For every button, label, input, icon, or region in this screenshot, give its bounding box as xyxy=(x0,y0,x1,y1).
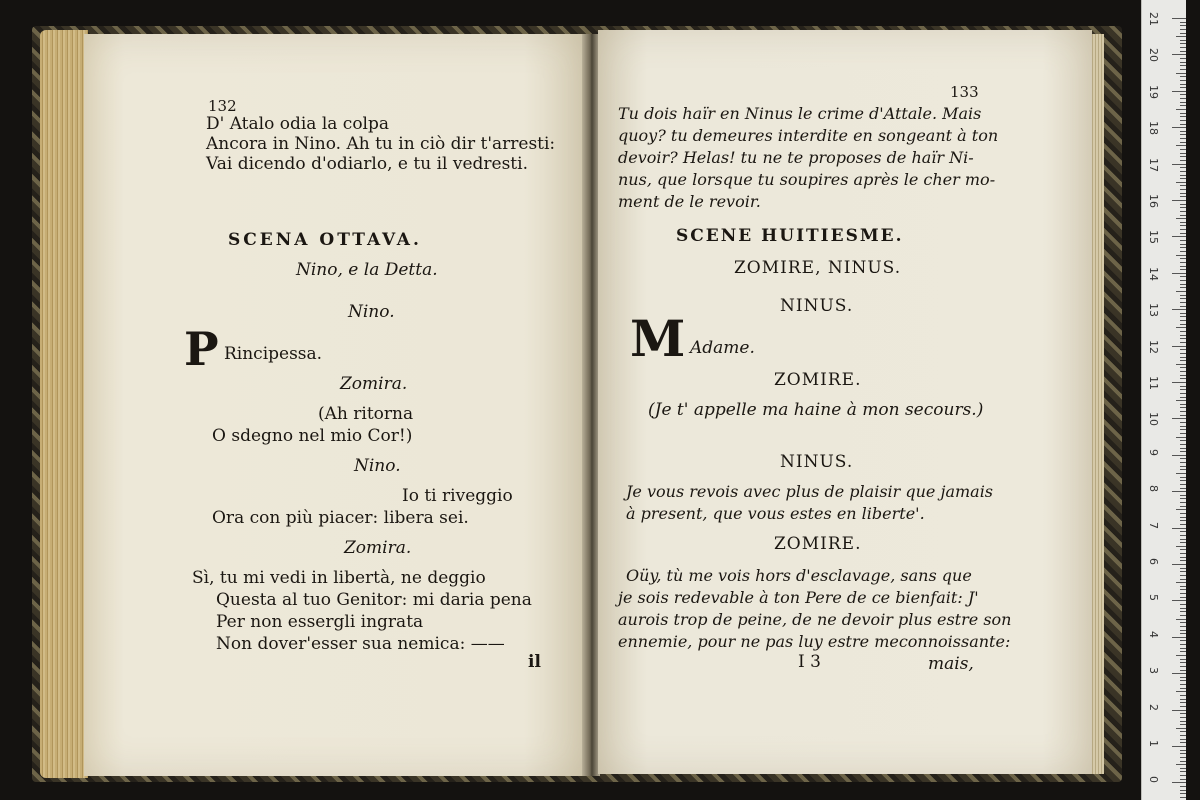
ruler-tick xyxy=(1172,600,1186,601)
ruler-number: 2 xyxy=(1147,703,1160,711)
ruler-tick xyxy=(1176,400,1186,401)
ruler-tick xyxy=(1172,637,1186,638)
ruler-tick xyxy=(1180,626,1186,627)
text-line: D' Atalo odia la colpa xyxy=(206,114,390,134)
scene-characters: Nino, e la Detta. xyxy=(296,260,438,280)
ruler-tick xyxy=(1180,731,1186,732)
ruler-tick xyxy=(1180,444,1186,445)
ruler-tick xyxy=(1180,149,1186,150)
ruler-tick xyxy=(1176,691,1186,692)
ruler-tick xyxy=(1176,218,1186,219)
ruler-tick xyxy=(1176,655,1186,656)
ruler-tick xyxy=(1180,153,1186,154)
ruler-tick xyxy=(1180,134,1186,135)
ruler-tick xyxy=(1176,182,1186,183)
ruler-tick xyxy=(1180,648,1186,649)
ruler-tick xyxy=(1172,309,1186,310)
ruler-tick xyxy=(1180,298,1186,299)
ruler-tick xyxy=(1180,513,1186,514)
ruler-tick xyxy=(1180,189,1186,190)
ruler-tick xyxy=(1180,276,1186,277)
speech-line: Io ti riveggio xyxy=(402,486,513,506)
text-line: devoir? Helas! tu ne te proposes de haïr Ni- xyxy=(618,148,974,167)
speech-line: O sdegno nel mio Cor!) xyxy=(212,426,413,446)
ruler-tick xyxy=(1180,47,1186,48)
ruler-tick xyxy=(1180,389,1186,390)
ruler-number: 13 xyxy=(1147,303,1160,318)
ruler-tick xyxy=(1180,407,1186,408)
speech-line: Sì, tu mi vedi in libertà, ne deggio xyxy=(192,568,486,588)
scene-characters: ZOMIRE, NINUS. xyxy=(734,258,902,278)
ruler-tick xyxy=(1180,320,1186,321)
speaker-name: ZOMIRE. xyxy=(774,370,862,390)
ruler-tick xyxy=(1180,604,1186,605)
ruler-tick xyxy=(1180,422,1186,423)
ruler-tick xyxy=(1180,371,1186,372)
ruler-tick xyxy=(1172,200,1186,201)
text-line: Tu dois haïr en Ninus le crime d'Attale. Mais xyxy=(618,104,982,123)
ruler-tick xyxy=(1176,255,1186,256)
ruler-number: 14 xyxy=(1147,266,1160,281)
ruler-tick xyxy=(1180,324,1186,325)
ruler-tick xyxy=(1180,386,1186,387)
ruler-tick xyxy=(1180,313,1186,314)
ruler-tick xyxy=(1180,22,1186,23)
ruler-tick xyxy=(1180,779,1186,780)
ruler-tick xyxy=(1172,164,1186,165)
ruler-tick xyxy=(1180,76,1186,77)
ruler-tick xyxy=(1180,426,1186,427)
ruler-tick xyxy=(1172,491,1186,492)
speech-line: je sois redevable à ton Pere de ce bienfait: J' xyxy=(618,588,979,607)
text-line: quoy? tu demeures interdite en songeant à ton xyxy=(618,126,999,145)
ruler-number: 5 xyxy=(1147,594,1160,602)
speech-line: à present, que vous estes en liberte'. xyxy=(626,504,925,523)
ruler-tick xyxy=(1180,466,1186,467)
ruler-number: 12 xyxy=(1147,339,1160,354)
ruler-tick xyxy=(1180,608,1186,609)
ruler-tick xyxy=(1176,73,1186,74)
ruler-tick xyxy=(1180,357,1186,358)
page-number: 132 xyxy=(208,97,237,115)
ruler-tick xyxy=(1172,236,1186,237)
ruler-tick xyxy=(1180,579,1186,580)
ruler-tick xyxy=(1180,771,1186,772)
speaker-name: ZOMIRE. xyxy=(774,534,862,554)
speaker-name: Nino. xyxy=(348,302,395,322)
ruler-tick xyxy=(1180,178,1186,179)
right-page-edges xyxy=(1090,34,1104,774)
ruler-number: 6 xyxy=(1147,558,1160,565)
ruler-tick xyxy=(1180,171,1186,172)
ruler-tick xyxy=(1180,739,1186,740)
ruler-tick xyxy=(1180,571,1186,572)
ruler-tick xyxy=(1172,18,1186,19)
ruler-tick xyxy=(1180,102,1186,103)
signature-mark: I 3 xyxy=(798,652,821,672)
ruler-tick xyxy=(1180,43,1186,44)
ruler-tick xyxy=(1180,258,1186,259)
speech-line: Questa al tuo Genitor: mi daria pena xyxy=(216,590,532,610)
ruler-tick xyxy=(1180,375,1186,376)
speech-line: (Je t' appelle ma haine à mon secours.) xyxy=(648,400,984,420)
ruler-tick xyxy=(1180,87,1186,88)
ruler-tick xyxy=(1180,484,1186,485)
ruler-tick xyxy=(1180,640,1186,641)
ruler-tick xyxy=(1180,680,1186,681)
ruler-tick xyxy=(1180,480,1186,481)
speech-line: ennemie, pour ne pas luy estre meconnoissante: xyxy=(618,632,1011,651)
speaker-name: NINUS. xyxy=(780,452,854,472)
ruler-tick xyxy=(1180,65,1186,66)
ruler-tick xyxy=(1180,335,1186,336)
ruler-tick xyxy=(1180,94,1186,95)
ruler-tick xyxy=(1180,349,1186,350)
ruler-tick xyxy=(1176,327,1186,328)
ruler-tick xyxy=(1180,247,1186,248)
ruler-tick xyxy=(1180,695,1186,696)
ruler-tick xyxy=(1180,124,1186,125)
ruler-tick xyxy=(1180,535,1186,536)
ruler-tick xyxy=(1180,477,1186,478)
ruler-tick xyxy=(1180,25,1186,26)
ruler-tick xyxy=(1176,764,1186,765)
ruler-tick xyxy=(1172,127,1186,128)
ruler-tick xyxy=(1176,619,1186,620)
ruler-tick xyxy=(1180,69,1186,70)
speech-line: (Ah ritorna xyxy=(318,404,414,424)
ruler-tick xyxy=(1180,196,1186,197)
ruler-tick xyxy=(1172,673,1186,674)
ruler-tick xyxy=(1180,531,1186,532)
left-page xyxy=(84,34,584,776)
ruler-tick xyxy=(1180,120,1186,121)
ruler-tick xyxy=(1176,109,1186,110)
ruler-tick xyxy=(1180,753,1186,754)
ruler-tick xyxy=(1172,418,1186,419)
page-number: 133 xyxy=(950,83,979,101)
ruler-tick xyxy=(1180,222,1186,223)
ruler-tick xyxy=(1180,793,1186,794)
ruler-tick xyxy=(1172,710,1186,711)
ruler-tick xyxy=(1180,284,1186,285)
ruler-tick xyxy=(1180,193,1186,194)
ruler-tick xyxy=(1180,560,1186,561)
ruler-tick xyxy=(1180,84,1186,85)
speech-line: Je vous revois avec plus de plaisir que jamais xyxy=(626,482,994,501)
ruler-tick xyxy=(1180,706,1186,707)
ruler-tick xyxy=(1176,364,1186,365)
ruler-number: 17 xyxy=(1147,157,1160,172)
ruler-tick xyxy=(1180,204,1186,205)
ruler-tick xyxy=(1172,455,1186,456)
drop-capital: M xyxy=(630,309,686,368)
ruler-tick xyxy=(1180,586,1186,587)
ruler-tick xyxy=(1180,113,1186,114)
ruler-tick xyxy=(1180,262,1186,263)
ruler-tick xyxy=(1180,502,1186,503)
ruler-tick xyxy=(1180,761,1186,762)
ruler-tick xyxy=(1180,33,1186,34)
ruler-tick xyxy=(1180,269,1186,270)
ruler-tick xyxy=(1180,611,1186,612)
ruler-tick xyxy=(1180,717,1186,718)
ruler-tick xyxy=(1180,615,1186,616)
ruler-tick xyxy=(1180,80,1186,81)
ruler-tick xyxy=(1180,105,1186,106)
ruler-tick xyxy=(1172,746,1186,747)
ruler-tick xyxy=(1180,506,1186,507)
speaker-name: Zomira. xyxy=(344,538,412,558)
speech-line: Ora con più piacer: libera sei. xyxy=(212,508,469,528)
ruler-tick xyxy=(1180,517,1186,518)
ruler-number: 1 xyxy=(1147,740,1160,747)
ruler-tick xyxy=(1180,542,1186,543)
ruler-tick xyxy=(1176,582,1186,583)
ruler-tick xyxy=(1180,156,1186,157)
ruler-tick xyxy=(1180,29,1186,30)
speech-line: Adame. xyxy=(690,338,755,358)
ruler-number: 16 xyxy=(1147,194,1160,208)
ruler-tick xyxy=(1180,520,1186,521)
ruler-tick xyxy=(1180,633,1186,634)
speech-line: Oüy, tù me vois hors d'esclavage, sans que xyxy=(626,566,972,585)
ruler-number: 4 xyxy=(1147,630,1160,638)
ruler-tick xyxy=(1180,622,1186,623)
ruler-tick xyxy=(1180,662,1186,663)
ruler-tick xyxy=(1180,302,1186,303)
ruler-tick xyxy=(1172,54,1186,55)
ruler-tick xyxy=(1180,342,1186,343)
ruler-tick xyxy=(1180,167,1186,168)
ruler-tick xyxy=(1180,742,1186,743)
ruler-tick xyxy=(1172,273,1186,274)
ruler-tick xyxy=(1180,58,1186,59)
ruler-tick xyxy=(1180,404,1186,405)
ruler-tick xyxy=(1180,229,1186,230)
ruler-tick xyxy=(1180,185,1186,186)
ruler-tick xyxy=(1180,630,1186,631)
speaker-name: Zomira. xyxy=(340,374,408,394)
text-line: nus, que lorsque tu soupires après le cher mo- xyxy=(618,170,996,189)
ruler-number: 15 xyxy=(1147,230,1160,245)
ruler-tick xyxy=(1180,498,1186,499)
ruler-tick xyxy=(1180,553,1186,554)
ruler-tick xyxy=(1180,244,1186,245)
ruler-tick xyxy=(1180,211,1186,212)
ruler-tick xyxy=(1180,448,1186,449)
ruler-tick xyxy=(1180,451,1186,452)
ruler-tick xyxy=(1176,291,1186,292)
speech-line: Rincipessa. xyxy=(224,344,323,364)
ruler-tick xyxy=(1180,750,1186,751)
ruler-number: 10 xyxy=(1147,412,1160,427)
ruler-tick xyxy=(1180,287,1186,288)
ruler-tick xyxy=(1180,702,1186,703)
ruler-tick xyxy=(1180,575,1186,576)
ruler-tick xyxy=(1180,549,1186,550)
ruler-tick xyxy=(1180,458,1186,459)
ruler-number: 20 xyxy=(1147,48,1160,63)
ruler-tick xyxy=(1180,670,1186,671)
ruler-tick xyxy=(1180,175,1186,176)
ruler-number: 9 xyxy=(1147,448,1160,456)
ruler-tick xyxy=(1180,440,1186,441)
ruler-tick xyxy=(1172,564,1186,565)
ruler-tick xyxy=(1172,382,1186,383)
text-line: Vai dicendo d'odiarlo, e tu il vedresti. xyxy=(206,154,528,174)
ruler-tick xyxy=(1180,488,1186,489)
ruler-tick xyxy=(1180,62,1186,63)
scene-title: SCENA OTTAVA. xyxy=(228,230,422,250)
ruler-tick xyxy=(1180,338,1186,339)
ruler-tick xyxy=(1172,528,1186,529)
drop-capital: P xyxy=(184,322,219,376)
ruler-tick xyxy=(1180,331,1186,332)
ruler-tick xyxy=(1180,659,1186,660)
ruler-tick xyxy=(1180,393,1186,394)
ruler-tick xyxy=(1180,735,1186,736)
ruler-tick xyxy=(1180,142,1186,143)
ruler-tick xyxy=(1180,797,1186,798)
ruler-tick xyxy=(1180,295,1186,296)
speaker-name: NINUS. xyxy=(780,296,854,316)
ruler-tick xyxy=(1180,699,1186,700)
ruler-tick xyxy=(1180,378,1186,379)
ruler-tick xyxy=(1180,415,1186,416)
ruler-number: 0 xyxy=(1147,776,1160,784)
ruler-tick xyxy=(1180,138,1186,139)
ruler-tick xyxy=(1180,207,1186,208)
left-page-edges xyxy=(40,30,88,778)
ruler-number: 11 xyxy=(1147,376,1160,390)
ruler-tick xyxy=(1180,589,1186,590)
ruler-tick xyxy=(1180,397,1186,398)
speaker-name: Nino. xyxy=(354,456,401,476)
ruler-tick xyxy=(1180,539,1186,540)
ruler-tick xyxy=(1180,353,1186,354)
ruler-tick xyxy=(1180,724,1186,725)
ruler-number: 7 xyxy=(1147,521,1160,529)
ruler-tick xyxy=(1180,429,1186,430)
ruler-tick xyxy=(1180,51,1186,52)
ruler-tick xyxy=(1180,593,1186,594)
ruler-tick xyxy=(1180,568,1186,569)
ruler-tick xyxy=(1180,713,1186,714)
ruler-tick xyxy=(1180,266,1186,267)
ruler-tick xyxy=(1180,160,1186,161)
ruler-tick xyxy=(1176,509,1186,510)
ruler-tick xyxy=(1176,473,1186,474)
ruler-tick xyxy=(1180,367,1186,368)
ruler-tick xyxy=(1180,597,1186,598)
text-line: Ancora in Nino. Ah tu in ciò dir t'arresti: xyxy=(206,134,556,154)
ruler-tick xyxy=(1180,433,1186,434)
scene-title: SCENE HUITIESME. xyxy=(676,226,904,246)
ruler-tick xyxy=(1180,131,1186,132)
ruler-number: 21 xyxy=(1147,12,1160,26)
ruler-tick xyxy=(1172,346,1186,347)
ruler-tick xyxy=(1180,775,1186,776)
ruler-tick xyxy=(1180,316,1186,317)
ruler-tick xyxy=(1172,91,1186,92)
speech-line: aurois trop de peine, de ne devoir plus estre son xyxy=(618,610,1012,629)
ruler-number: 3 xyxy=(1147,667,1160,675)
ruler-tick xyxy=(1180,651,1186,652)
ruler-tick xyxy=(1176,728,1186,729)
ruler-number: 19 xyxy=(1147,84,1160,99)
ruler-tick xyxy=(1180,757,1186,758)
ruler-tick xyxy=(1172,782,1186,783)
ruler-tick xyxy=(1180,280,1186,281)
ruler-tick xyxy=(1180,688,1186,689)
ruler-tick xyxy=(1180,677,1186,678)
ruler-tick xyxy=(1180,786,1186,787)
ruler-number: 18 xyxy=(1147,121,1160,136)
ruler-tick xyxy=(1180,768,1186,769)
speech-line: Non dover'esser sua nemica: —— xyxy=(216,634,505,654)
ruler-tick xyxy=(1180,790,1186,791)
ruler-tick xyxy=(1176,36,1186,37)
ruler-tick xyxy=(1180,411,1186,412)
ruler-tick xyxy=(1180,721,1186,722)
measuring-ruler xyxy=(1141,0,1186,800)
ruler-tick xyxy=(1180,524,1186,525)
ruler-tick xyxy=(1176,546,1186,547)
ruler-tick xyxy=(1180,684,1186,685)
ruler-tick xyxy=(1180,644,1186,645)
ruler-tick xyxy=(1180,469,1186,470)
ruler-tick xyxy=(1180,306,1186,307)
text-line: ment de le revoir. xyxy=(618,192,761,211)
ruler-tick xyxy=(1180,215,1186,216)
ruler-tick xyxy=(1180,240,1186,241)
catchword: mais, xyxy=(928,654,974,674)
catchword: il xyxy=(528,652,541,672)
ruler-tick xyxy=(1176,145,1186,146)
ruler-tick xyxy=(1180,225,1186,226)
ruler-tick xyxy=(1180,40,1186,41)
ruler-tick xyxy=(1180,233,1186,234)
ruler-tick xyxy=(1180,360,1186,361)
ruler-tick xyxy=(1180,557,1186,558)
ruler-tick xyxy=(1180,666,1186,667)
ruler-number: 8 xyxy=(1147,485,1160,493)
speech-line: Per non essergli ingrata xyxy=(216,612,424,632)
ruler-tick xyxy=(1180,98,1186,99)
ruler-tick xyxy=(1180,462,1186,463)
ruler-tick xyxy=(1176,437,1186,438)
right-page xyxy=(598,30,1092,774)
ruler-tick xyxy=(1180,495,1186,496)
ruler-tick xyxy=(1180,251,1186,252)
ruler-tick xyxy=(1180,116,1186,117)
